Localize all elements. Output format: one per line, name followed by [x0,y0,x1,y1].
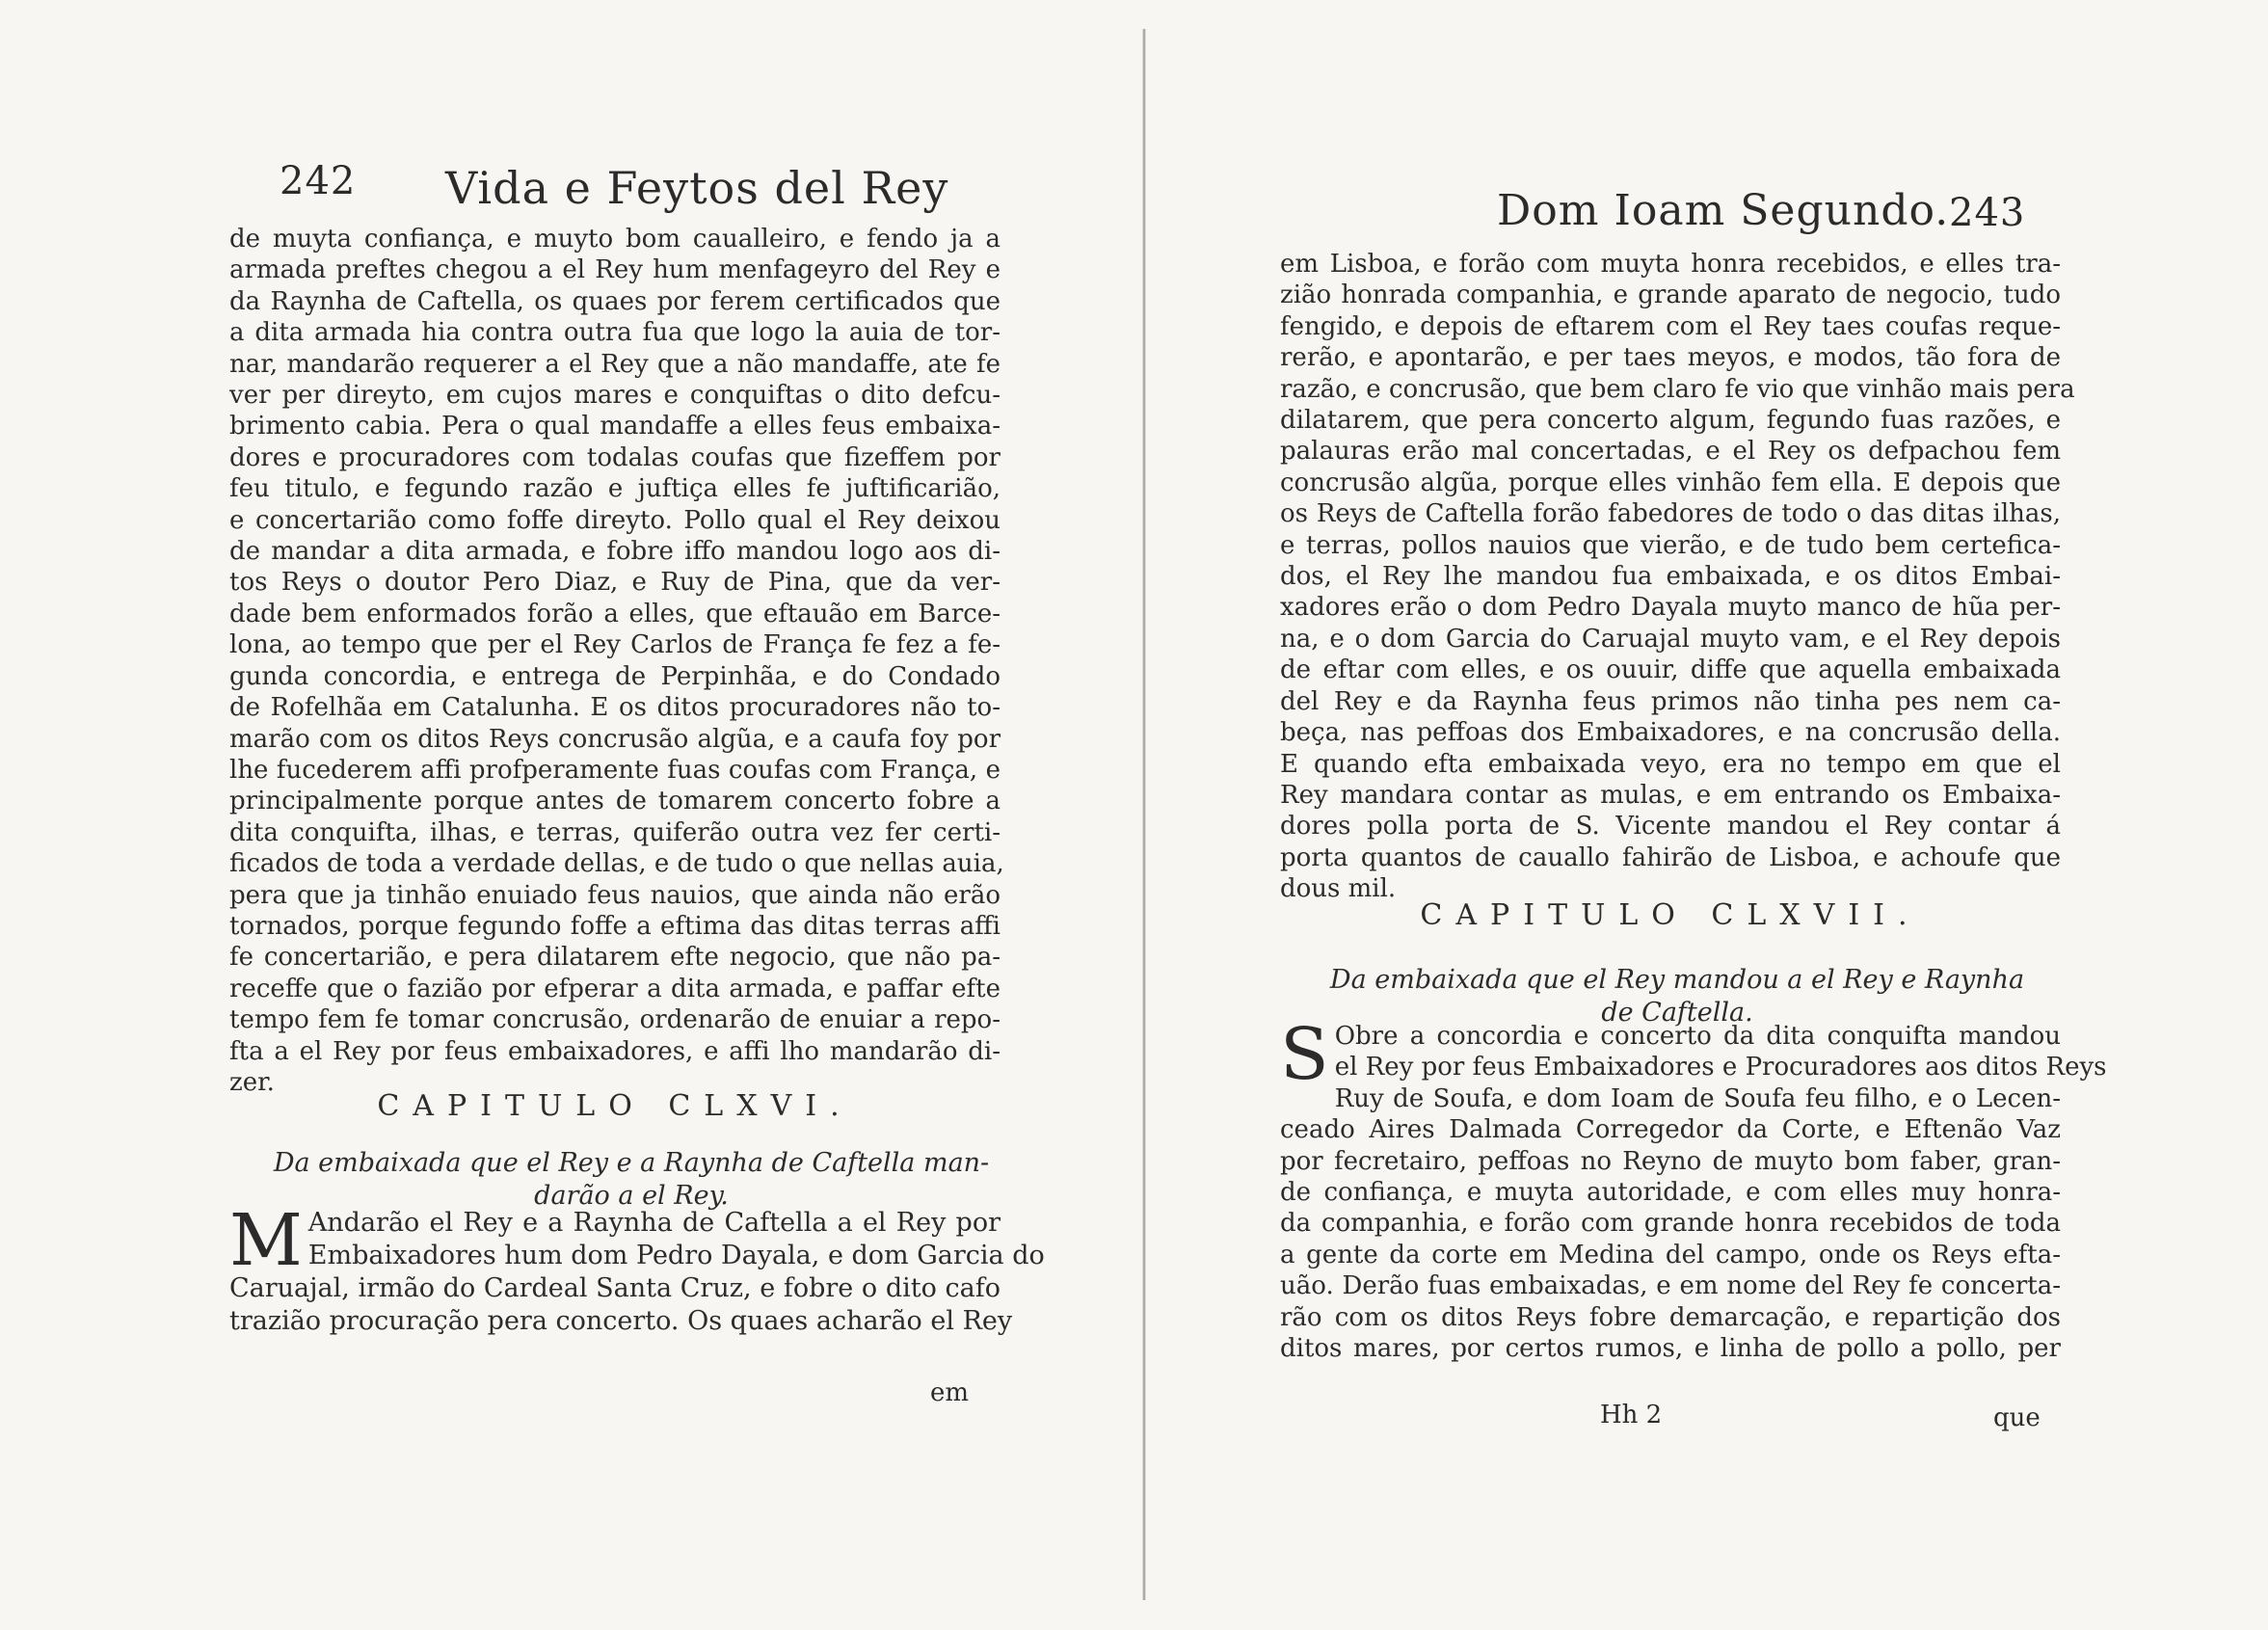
chapter-subtitle-line: Da embaixada que el Rey e a Raynha de Caftella man- [273,1148,990,1178]
text-line: dos, el Rey lhe mandou fua embaixada, e os ditos Embai- [1280,562,2061,592]
left-chapter-body [229,1199,1045,1338]
text-line: os Reys de Caftella forão fabedores de todo o das ditas ilhas, [1280,499,2061,529]
text-line: a gente da corte em Medina del campo, onde os Reys efta- [1280,1240,2061,1269]
text-line: nar, mandarão requerer a el Rey que a não mandaffe, ate fe [229,349,1001,379]
text-line: uão. Derão fuas embaixadas, e em nome del Rey fe concerta- [1280,1271,2061,1301]
catchword: que [1993,1403,2041,1432]
text-line: de confiança, e muyta autoridade, e com elles muy honra- [1280,1178,2061,1208]
text-line: lona, ao tempo que per el Rey Carlos de França fe fez a fe- [229,630,1001,660]
text-line: dores e procuradores com todalas coufas que fizeffem por [229,442,1001,472]
text-line: trazião procuração pera concerto. Os quaes acharão el Rey [229,1306,1013,1336]
text-line: razão, e concrusão, que bem claro fe vio que vinhão mais pera [1280,374,2075,404]
text-line: de eftar com elles, e os ouuir, diffe que aquella embaixada [1280,655,2061,685]
text-line: receffe que o fazião por efperar a dita armada, e paffar efte [229,974,1001,1003]
catchword: em [930,1378,970,1407]
text-line: dores polla porta de S. Vicente mandou el Rey contar á [1280,812,2061,842]
text-line: brimento cabia. Pera o qual mandaffe a elles feus embaixa- [229,412,1001,441]
text-line: fengido, e depois de eftarem com el Rey taes coufas reque- [1280,311,2061,341]
left-page-number: 242 [280,159,357,203]
chapter-subtitle-line: Da embaixada que el Rey mandou a el Rey e Raynha [1329,965,2025,995]
text-line: da Raynha de Caftella, os quaes por ferem certificados que [229,286,1001,316]
text-line: dilatarem, que pera concerto algum, fegundo fuas razões, e [1280,406,2061,436]
text-line: fta a el Rey por feus embaixadores, e affi lho mandarão di- [229,1036,1001,1066]
text-line: del Rey e da Raynha feus primos não tinha pes nem ca- [1280,686,2061,716]
text-line: xadores erão o dom Pedro Dayala muyto manco de hũa per- [1280,593,2061,623]
book-gutter [1142,29,1146,1600]
text-line: dade bem enformados forão a elles, que eftauão em Barce- [229,599,1001,628]
text-line: armada preftes chegou a el Rey hum menfageyro del Rey e [229,255,1001,285]
text-line: pera que ja tinhão enuiado feus nauios, que ainda não erão [229,880,1001,910]
text-line: Andarão el Rey e a Raynha de Caftella a el Rey por [307,1208,1001,1238]
left-body-text [229,224,1004,1098]
chapter-heading: CAPITULO CLXVII. [1420,898,1921,932]
text-line: e terras, pollos nauios que vierão, e de tudo bem certefica- [1280,530,2061,560]
text-line: ceado Aires Dalmada Corregedor da Corte, e Eftenão Vaz [1280,1115,2061,1145]
left-running-title: Vida e Feytos del Rey [445,162,949,214]
text-line: ditos mares, por certos rumos, e linha de pollo a pollo, per [1280,1334,2061,1364]
text-line: Rey mandara contar as mulas, e em entrando os Embaixa- [1280,780,2061,810]
text-line: zer. [229,1067,275,1097]
text-line: gunda concordia, e entrega de Perpinhãa, e do Condado [229,661,1001,691]
text-line: de Rofelhãa em Catalunha. E os ditos procuradores não to- [229,693,1001,723]
chapter-heading: CAPITULO CLXVI. [377,1089,853,1123]
drop-capital: M [229,1199,303,1282]
text-line: e concertarião como foffe direyto. Pollo qual el Rey deixou [229,505,1001,535]
chapter-subtitle-line: darão a el Rey. [534,1181,729,1211]
text-line: Ruy de Soufa, e dom Ioam de Soufa feu filho, e o Lecen- [1334,1083,2061,1113]
text-line: principalmente porque antes de tomarem concerto fobre a [229,787,1001,816]
text-line: dous mil. [1280,874,1397,904]
signature-mark: Hh 2 [1600,1401,1663,1430]
text-line: lhe fucederem affi profperamente fuas coufas com França, e [229,755,1001,785]
text-line: E quando efta embaixada veyo, era no tempo em que el [1280,749,2061,779]
text-line: de muyta confiança, e muyto bom caualleiro, e fendo ja a [229,225,1001,254]
text-line: palauras erão mal concertadas, e el Rey os defpachou fem [1280,437,2061,467]
text-line: em Lisboa, e forão com muyta honra recebidos, e elles tra- [1280,250,2061,279]
text-line: feu titulo, e fegundo razão e juftiça elles fe juftificarião, [229,474,1001,504]
right-running-title: Dom Ioam Segundo. [1497,186,1950,235]
text-line: ficados de toda a verdade dellas, e de tudo o que nellas auia, [229,849,1004,879]
text-line: tempo fem fe tomar concrusão, ordenarão de enuiar a repo- [229,1005,1001,1035]
text-line: porta quantos de cauallo fahirão de Lisboa, e achoufe que [1280,842,2061,872]
text-line: concrusão algũa, porque elles vinhão fem ella. E depois que [1280,468,2061,497]
text-line: rerão, e apontarão, e per taes meyos, e modos, tão fora de [1280,343,2061,373]
text-line: tos Reys o doutor Pero Diaz, e Ruy de Pina, que da ver- [229,568,1001,598]
chapter-subtitle [251,1147,1012,1213]
text-line: da companhia, e forão com grande honra recebidos de toda [1280,1209,2061,1239]
text-line: Obre a concordia e concerto da dita conquifta mandou [1334,1022,2061,1051]
text-line: Embaixadores hum dom Pedro Dayala, e dom Garcia do [307,1241,1045,1270]
text-line: tornados, porque fegundo foffe a eftima das ditas terras affi [229,911,1001,941]
text-line: marão com os ditos Reys concrusão algũa, e a caufa foy por [229,724,1001,754]
text-line: rão com os ditos Reys fobre demarcação, e repartição dos [1280,1302,2061,1332]
text-line: dita conquifta, ilhas, e terras, quiferão outra vez fer certi- [229,817,1001,847]
text-line: beça, nas peffoas dos Embaixadores, e na concrusão della. [1280,718,2061,748]
text-line: zião honrada companhia, e grande aparato de negocio, tudo [1280,281,2061,310]
right-page-number: 243 [1949,191,2026,235]
right-body-text [1280,249,2075,905]
chapter-subtitle [1292,964,2063,1029]
text-line: a dita armada hia contra outra fua que logo la auia de tor- [229,318,1001,348]
text-line: Caruajal, irmão do Cardeal Santa Cruz, e fobre o dito cafo [229,1273,1001,1303]
text-line: por fecretairo, peffoas no Reyno de muyto bom faber, gran- [1280,1146,2061,1176]
text-line: de mandar a dita armada, e fobre iffo mandou logo aos di- [229,537,1001,567]
chapter-subtitle-line: de Caftella. [1601,998,1753,1028]
text-line: el Rey por feus Embaixadores e Procuradores aos ditos Reys [1334,1053,2107,1082]
text-line: fe concertarião, e pera dilatarem efte negocio, que não pa- [229,943,1001,973]
right-page [1147,0,2268,1630]
drop-capital: S [1280,1013,1329,1096]
text-line: na, e o dom Garcia do Caruajal muyto vam, e el Rey depois [1280,624,2061,654]
text-line: ver per direyto, em cujos mares e conquiftas o dito defcu- [229,381,1001,411]
